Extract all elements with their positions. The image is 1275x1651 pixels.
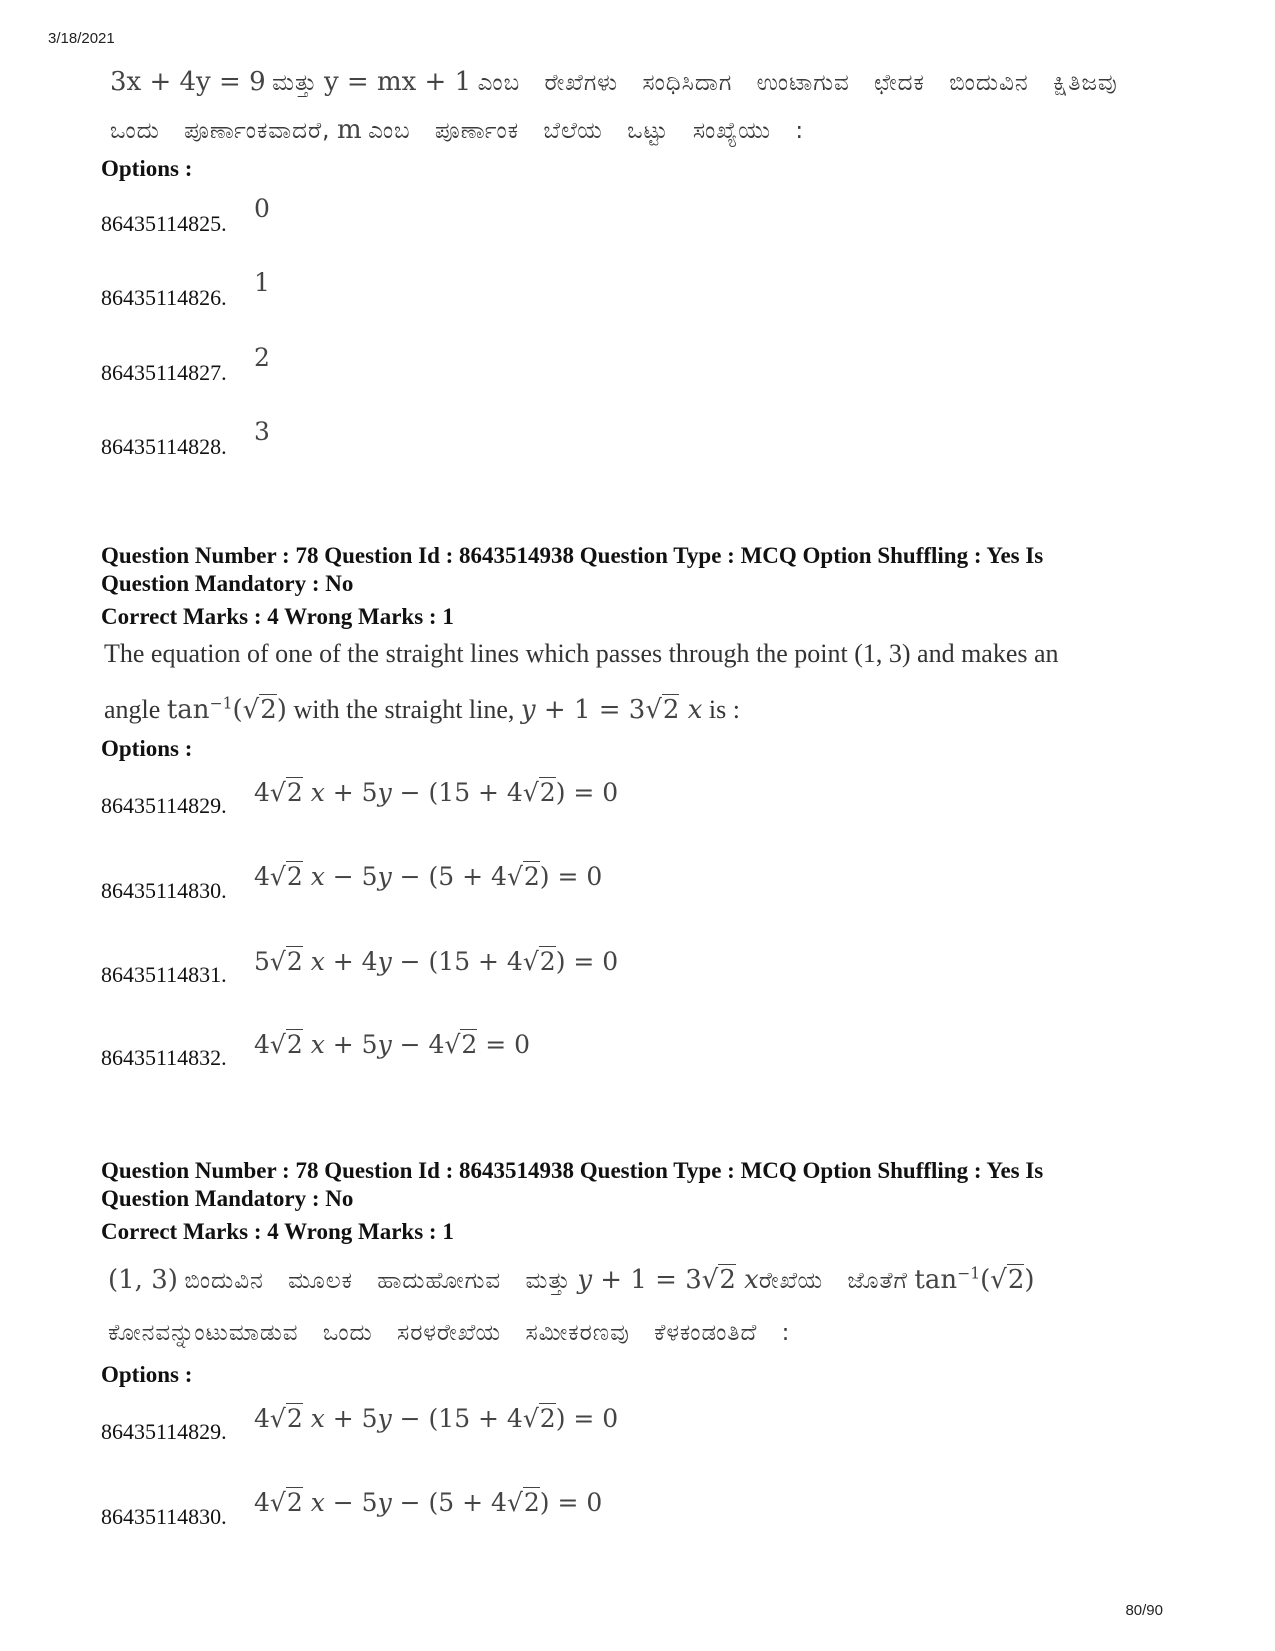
q78-kn-marks: Correct Marks : 4 Wrong Marks : 1: [101, 1219, 454, 1244]
q77-line2-b: ಎಂಬ ಪೂರ್ಣಾಂಕ ಬೆಲೆಯ ಒಟ್ಟು ಸಂಖ್ಯೆಯು :: [368, 118, 805, 144]
q78-kn-option-value-1: 4√2 x + 5y − (15 + 4√2) = 0: [254, 1404, 619, 1433]
q78-en-option-value-4: 4√2 x + 5y − 4√2 = 0: [254, 1030, 531, 1059]
q77-option-id-1: 86435114825.: [101, 211, 227, 236]
q77-conjunction: ಮತ್ತು: [272, 70, 318, 96]
q78-kn-point: (1, 3): [108, 1265, 178, 1295]
q78-en-angle-expr: $\tan^{-1}(√2)$: [166, 694, 287, 725]
q77-question-line2: [110, 114, 1170, 146]
q78-kn-option-value-2: 4√2 x − 5y − (5 + 4√2) = 0: [254, 1488, 603, 1517]
q78-en-question-line2: [104, 694, 1164, 726]
q77-option-id-2: 86435114826.: [101, 285, 227, 310]
q78-en-option-id-4: 86435114832.: [101, 1045, 227, 1070]
q78-kn-line1-b: ಬಿಂದುವಿನ ಮೂಲಕ ಹಾದುಹೋಗುವ ಮತ್ತು: [184, 1268, 571, 1294]
q78-kn-meta-line2: Question Mandatory : No: [101, 1186, 354, 1211]
q78-en-line2-c: is :: [708, 695, 740, 724]
q78-kn-options-label: Options :: [101, 1362, 193, 1387]
q78-en-question-line1: The equation of one of the straight lines which passes through the point (1, 3) and makes an: [104, 639, 1059, 668]
q78-kn-line1-c: ರೇಖೆಯ ಜೊತೆಗೆ: [758, 1268, 908, 1294]
q77-option-id-3: 86435114827.: [101, 360, 227, 385]
q77-equation-1: 3x + 4y = 9: [110, 67, 266, 97]
q78-en-option-id-1: 86435114829.: [101, 793, 227, 818]
q77-line1-rest: ಎಂಬ ರೇಖೆಗಳು ಸಂಧಿಸಿದಾಗ ಉಂಟಾಗುವ ಛೇದಕ ಬಿಂದುವಿನ ಕ್ಷಿತಿಜವು: [477, 70, 1118, 96]
q78-kn-option-id-2: 86435114830.: [101, 1504, 227, 1529]
q77-question-line1: [110, 66, 1170, 98]
q78-en-option-value-3: 5√2 x + 4y − (15 + 4√2) = 0: [254, 947, 619, 976]
q77-option-value-3: 2: [254, 343, 270, 372]
q77-line2-m: m: [336, 115, 362, 145]
q77-option-value-4: 3: [254, 417, 270, 446]
q78-kn-question-line2: [108, 1316, 1168, 1348]
q78-en-option-value-1: 4√2 x + 5y − (15 + 4√2) = 0: [254, 778, 619, 807]
q78-en-line-expr: y + 1 = 3√2 x: [520, 695, 703, 725]
q78-kn-question-line1: [108, 1264, 1168, 1296]
q78-en-line2-a: angle: [104, 695, 161, 724]
q78-en-option-id-3: 86435114831.: [101, 962, 227, 987]
page-number: 80/90: [1125, 1602, 1163, 1619]
q78-kn-line2: ಕೋನವನ್ನುಂಟುಮಾಡುವ ಒಂದು ಸರಳರೇಖೆಯ ಸಮೀಕರಣವು ಕೆಳಕಂಡಂತಿದೆ :: [108, 1320, 791, 1346]
q78-en-meta-line1: Question Number : 78 Question Id : 8643514938 Question Type : MCQ Option Shuffling : Yes Is: [101, 543, 1044, 568]
q77-line2-a: ಒಂದು ಪೂರ್ಣಾಂಕವಾದರೆ,: [110, 118, 331, 144]
q77-options-label: Options :: [101, 156, 193, 181]
q77-equation-2: y = mx + 1: [323, 67, 472, 97]
q77-option-id-4: 86435114828.: [101, 434, 227, 459]
q77-option-value-1: 0: [254, 194, 270, 223]
q78-en-marks: Correct Marks : 4 Wrong Marks : 1: [101, 604, 454, 629]
q78-en-option-value-2: 4√2 x − 5y − (5 + 4√2) = 0: [254, 862, 603, 891]
q78-en-option-id-2: 86435114830.: [101, 878, 227, 903]
q78-kn-line-expr: y + 1 = 3√2 x: [577, 1265, 759, 1295]
q77-option-value-2: 1: [254, 268, 270, 297]
page-date: 3/18/2021: [48, 30, 115, 47]
q78-en-line2-b: with the straight line,: [293, 695, 515, 724]
q78-en-options-label: Options :: [101, 736, 193, 761]
q78-en-meta-line2: Question Mandatory : No: [101, 571, 354, 596]
q78-kn-angle-expr: $\tan^{-1}(√2)$: [914, 1264, 1035, 1295]
q78-kn-option-id-1: 86435114829.: [101, 1419, 227, 1444]
q78-kn-meta-line1: Question Number : 78 Question Id : 8643514938 Question Type : MCQ Option Shuffling : Yes Is: [101, 1158, 1044, 1183]
